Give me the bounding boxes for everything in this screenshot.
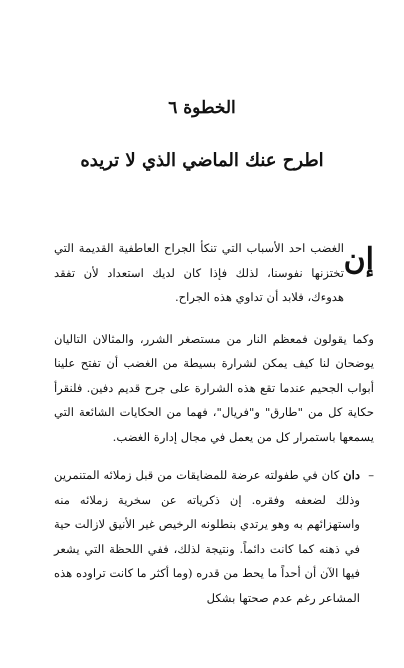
paragraph-2: وكما يقولون فمعظم النار من مستصغر الشرر، والمثالان التاليان يوضحان لنا كيف يمكن لشرارة بسيطة من الغضب أن تفتح علينا أبواب الجحيم عندما تقع هذه الشرارة على جرح قديم دفين. فلنقرأ حكاية كل من "طارق" و"فريال"، فهما من الحكايات الشائعة التي يسمعها باستمرار كل من يعمل في مجال إدارة الغضب. xyxy=(54,331,374,444)
chapter-title: اطرح عنك الماضي الذي لا تريده xyxy=(80,150,324,171)
body-text xyxy=(54,236,374,610)
bullet-paragraph xyxy=(54,463,374,610)
bullet-text: كان في طفولته عرضة للمضايقات من قبل زملائه المتنمرين وذلك لضعفه وفقره. إن ذكرياته عن سخرية زملائه منه واستهزائهم به وهو يرتدي بنطلونه الرخيص غير الأنيق لازالت حية في ذهنه كما كانت دائماً. ونتيجة لذلك، ففي اللحظة التي يشعر فيها الآن أن أحداً ما يحط من قدره (وما أكثر ما كانت تراوده هذه المشاعر رغم عدم صحتها بشكل xyxy=(54,468,360,605)
bullet-name: دان xyxy=(343,468,360,482)
paragraph-1 xyxy=(54,236,374,310)
bullet-dash: – xyxy=(368,468,374,482)
paragraph-1-text: الغضب احد الأسباب التي تنكأ الجراح العاطفية القديمة التي تختزنها نفوسنا، لذلك فإذا كان لديك استعداد لأن تفقد هدوءك، فلابد أن تداوي هذه الجراح. xyxy=(54,241,344,304)
drop-cap: إن xyxy=(343,242,374,277)
step-label: الخطوة ٦ xyxy=(168,98,236,118)
